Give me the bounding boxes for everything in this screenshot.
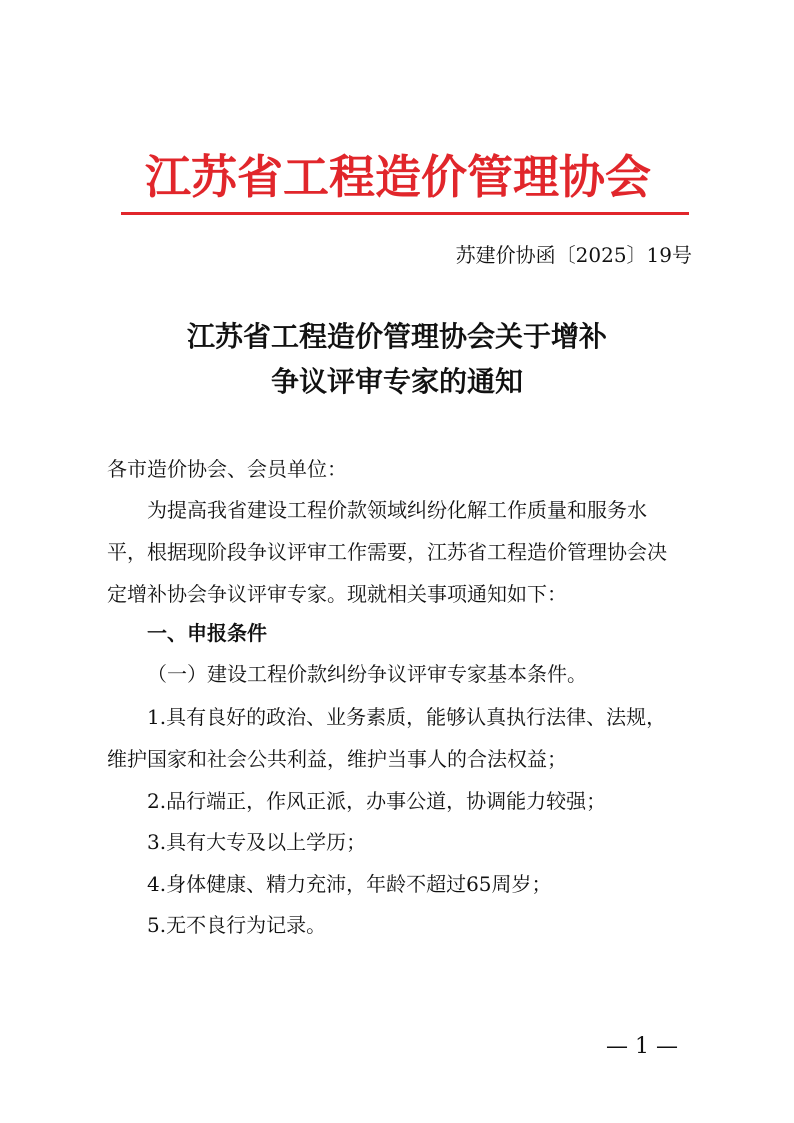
- intro-paragraph-line-2: 平，根据现阶段争议评审工作需要，江苏省工程造价管理协会决: [107, 540, 667, 564]
- condition-item-3: 3.具有大专及以上学历；: [147, 830, 367, 854]
- document-title-line-2: 争议评审专家的通知: [270, 365, 523, 398]
- intro-paragraph-line-1: 为提高我省建设工程价款领域纠纷化解工作质量和服务水: [147, 498, 647, 522]
- condition-item-1-line-1: 1.具有良好的政治、业务素质，能够认真执行法律、法规，: [147, 705, 667, 729]
- condition-item-4: 4.身体健康、精力充沛，年龄不超过65周岁；: [147, 872, 552, 896]
- subsection-basic-conditions: （一）建设工程价款纠纷争议评审专家基本条件。: [147, 662, 587, 686]
- condition-item-1-line-2: 维护国家和社会公共利益，维护当事人的合法权益；: [107, 747, 567, 771]
- condition-item-5: 5.无不良行为记录。: [147, 913, 327, 937]
- page-number: — 1 —: [606, 1034, 678, 1059]
- document-number: 苏建价协函〔2025〕19号: [455, 243, 692, 267]
- letterhead-red-rule: [121, 212, 689, 215]
- intro-paragraph-line-3: 定增补协会争议评审专家。现就相关事项通知如下：: [107, 582, 567, 606]
- document-title-line-1: 江苏省工程造价管理协会关于增补: [186, 320, 607, 353]
- condition-item-2: 2.品行端正，作风正派，办事公道，协调能力较强；: [147, 789, 607, 813]
- section-heading-application-conditions: 一、申报条件: [147, 621, 267, 645]
- salutation: 各市造价协会、会员单位：: [107, 457, 347, 481]
- letterhead-org-name: 江苏省工程造价管理协会: [145, 150, 651, 204]
